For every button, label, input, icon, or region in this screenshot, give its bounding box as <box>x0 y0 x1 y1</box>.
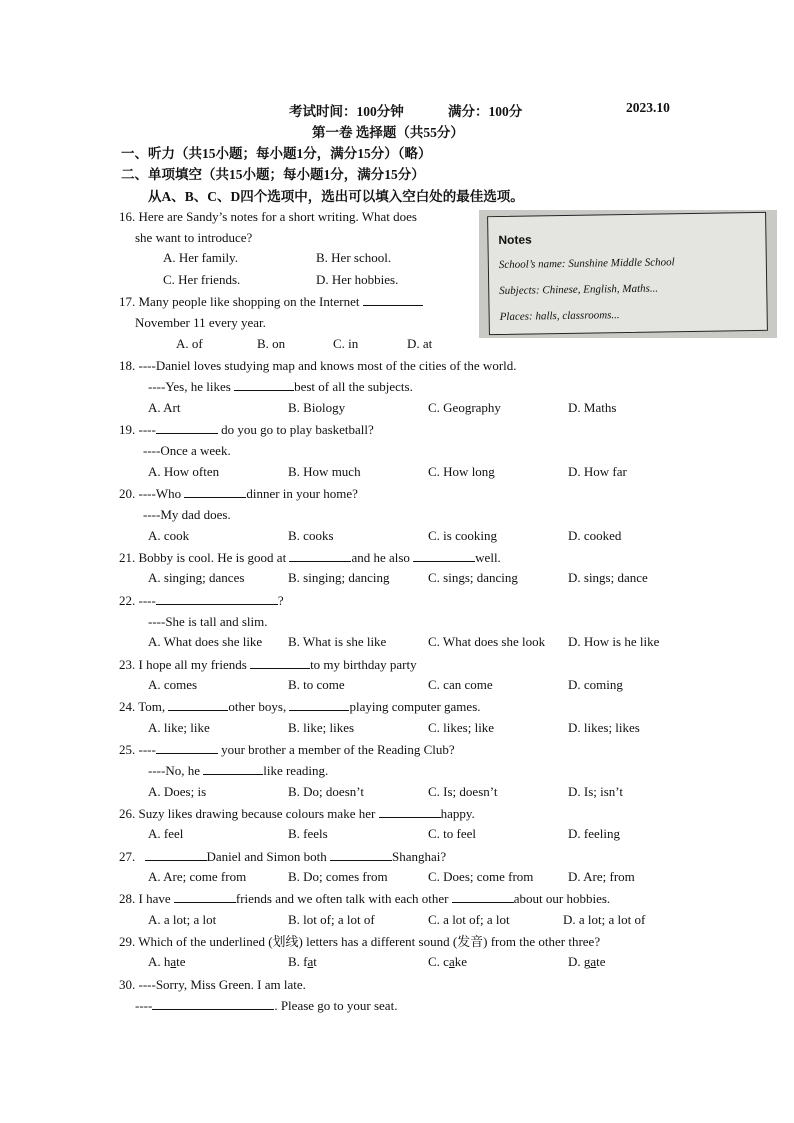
q16-option-a: A. Her family. <box>163 250 238 265</box>
q24-pre: 24. Tom, <box>119 699 166 714</box>
q25-reply-pre: ----No, he <box>148 763 200 778</box>
q25-option-c: C. Is; doesn’t <box>428 784 498 799</box>
q26-option-d: D. feeling <box>568 826 620 841</box>
q29-stem: 29. Which of the underlined (划线) letters has a different sound (发音) from the other three? <box>119 934 601 949</box>
q18-option-c: C. Geography <box>428 400 501 415</box>
q16-stem-cont: she want to introduce? <box>135 230 253 245</box>
q25-blank-1 <box>156 740 218 754</box>
q27-post: Shanghai? <box>392 849 447 864</box>
q28-mid: friends and we often talk with each other <box>235 891 449 906</box>
q21-pre: 21. Bobby is cool. He is good at <box>119 550 287 565</box>
q19-post: do you go to play basketball? <box>221 422 374 437</box>
notes-line-subjects: Subjects: Chinese, English, Maths... <box>499 282 659 298</box>
q20-pre: 20. ----Who <box>119 486 182 501</box>
q28-stem <box>119 888 610 909</box>
q20-option-c: C. is cooking <box>428 528 497 543</box>
q20-option-b: B. cooks <box>288 528 334 543</box>
q23-post: to my birthday party <box>310 657 417 672</box>
q29-option-a <box>148 954 186 970</box>
q17-stem <box>119 291 423 312</box>
q21-option-c: C. sings; dancing <box>428 570 518 585</box>
q29-a-underlined: a <box>170 954 177 969</box>
q24-post: playing computer games. <box>349 699 481 714</box>
q30-stem: 30. ----Sorry, Miss Green. I am late. <box>119 977 306 992</box>
q17-text: 17. Many people like shopping on the Internet <box>119 294 360 309</box>
q17-option-b: B. on <box>257 336 286 351</box>
q22-option-a: A. What does she like <box>148 634 263 649</box>
full-score: 满分：100分 <box>448 104 523 119</box>
q25-pre: 25. ---- <box>119 742 156 757</box>
q22-blank <box>156 591 278 605</box>
q20-stem <box>119 483 358 504</box>
q23-pre: 23. I hope all my friends <box>119 657 247 672</box>
q29-option-c <box>428 954 467 970</box>
q23-option-c: C. can come <box>428 677 493 692</box>
q24-mid: other boys, <box>228 699 287 714</box>
q19-pre: 19. ---- <box>119 422 156 437</box>
q24-option-a: A. like; like <box>148 720 210 735</box>
q29-c-pre: C. c <box>428 954 449 969</box>
q23-option-d: D. coming <box>568 677 623 692</box>
q17-option-c: C. in <box>333 336 359 351</box>
q24-blank-1 <box>168 697 228 711</box>
q29-b-post: t <box>313 954 317 969</box>
q21-post: well. <box>475 550 501 565</box>
q20-option-a: A. cook <box>148 528 190 543</box>
q25-option-d: D. Is; isn’t <box>568 784 624 799</box>
q16-stem: 16. Here are Sandy’s notes for a short writing. What does <box>119 209 417 224</box>
q25-option-b: B. Do; doesn’t <box>288 784 364 799</box>
q27-stem <box>119 846 446 867</box>
q23-option-b: B. to come <box>288 677 345 692</box>
notes-line-places: Places: halls, classrooms... <box>499 309 620 324</box>
q28-option-d: D. a lot; a lot of <box>563 912 646 927</box>
q26-option-b: B. feels <box>288 826 328 841</box>
q24-option-b: B. like; likes <box>288 720 355 735</box>
q29-option-b <box>288 954 317 970</box>
q27-blank-1 <box>145 847 207 861</box>
q29-b-pre: B. f <box>288 954 308 969</box>
q29-option-d <box>568 954 606 970</box>
q28-option-c: C. a lot of; a lot <box>428 912 510 927</box>
q18-reply-post: best of all the subjects. <box>294 379 413 394</box>
q19-stem <box>119 419 374 440</box>
notes-photo <box>487 212 768 335</box>
q19-option-b: B. How much <box>288 464 361 479</box>
q16-option-b: B. Her school. <box>316 250 392 265</box>
q18-stem: 18. ----Daniel loves studying map and knows most of the cities of the world. <box>119 358 517 373</box>
q28-option-b: B. lot of; a lot of <box>288 912 375 927</box>
q26-option-c: C. to feel <box>428 826 477 841</box>
q18-option-b: B. Biology <box>288 400 346 415</box>
q20-reply: ----My dad does. <box>143 507 231 522</box>
q26-option-a: A. feel <box>148 826 184 841</box>
q21-option-b: B. singing; dancing <box>288 570 390 585</box>
q16-option-c: C. Her friends. <box>163 272 241 287</box>
q16-option-d: D. Her hobbies. <box>316 272 399 287</box>
q22-pre: 22. ---- <box>119 593 156 608</box>
q23-blank <box>250 655 310 669</box>
section-listening: 一、听力（共15小题；每小题1分，满分15分）（略） <box>121 146 432 161</box>
q29-d-underlined: a <box>590 954 597 969</box>
q27-pre: 27. <box>119 849 136 864</box>
q24-stem <box>119 696 481 717</box>
q17-option-d: D. at <box>407 336 433 351</box>
q29-c-underlined: a <box>448 954 455 969</box>
q22-option-c: C. What does she look <box>428 634 546 649</box>
q21-option-d: D. sings; dance <box>568 570 648 585</box>
q29-a-pre: A. h <box>148 954 171 969</box>
q21-blank-1 <box>289 548 351 562</box>
q28-post: about our hobbies. <box>513 891 611 906</box>
q21-stem <box>119 547 501 568</box>
q23-option-a: A. comes <box>148 677 198 692</box>
q21-blank-2 <box>413 548 475 562</box>
q28-pre: 28. I have <box>119 891 171 906</box>
q30-reply-pre: ---- <box>135 998 153 1013</box>
q30-blank <box>152 996 274 1010</box>
q25-option-a: A. Does; is <box>148 784 207 799</box>
q18-blank <box>234 377 294 391</box>
q27-option-c: C. Does; come from <box>428 869 534 884</box>
q26-pre: 26. Suzy likes drawing because colours make her <box>119 806 376 821</box>
q24-option-d: D. likes; likes <box>568 720 640 735</box>
volume-title: 第一卷 选择题（共55分） <box>312 125 464 140</box>
q17-stem-cont: November 11 every year. <box>135 315 266 330</box>
q25-blank-2 <box>203 761 263 775</box>
q27-blank-2 <box>330 847 392 861</box>
q18-reply <box>148 376 413 397</box>
q29-d-pre: D. g <box>568 954 591 969</box>
notes-title: Notes <box>498 232 532 248</box>
q26-blank <box>379 804 441 818</box>
q28-blank-2 <box>452 889 514 903</box>
q27-mid: Daniel and Simon both <box>206 849 327 864</box>
q27-option-a: A. Are; come from <box>148 869 247 884</box>
q19-reply: ----Once a week. <box>143 443 231 458</box>
q18-reply-pre: ----Yes, he likes <box>148 379 231 394</box>
q24-blank-2 <box>289 697 349 711</box>
section-single-choice: 二、单项填空（共15小题；每小题1分，满分15分） <box>121 167 425 182</box>
q19-blank <box>156 420 218 434</box>
q18-option-a: A. Art <box>148 400 181 415</box>
q17-option-a: A. of <box>176 336 203 351</box>
q20-post: dinner in your home? <box>246 486 358 501</box>
q27-option-d: D. Are; from <box>568 869 635 884</box>
q30-reply-post: . Please go to your seat. <box>274 998 398 1013</box>
q21-mid: and he also <box>351 550 410 565</box>
q24-option-c: C. likes; like <box>428 720 495 735</box>
q20-blank <box>184 484 246 498</box>
q29-b-underlined: a <box>307 954 314 969</box>
q29-d-post: te <box>596 954 606 969</box>
q26-stem <box>119 803 475 824</box>
q18-option-d: D. Maths <box>568 400 617 415</box>
q22-post: ? <box>277 593 284 608</box>
exam-time: 考试时间：100分钟 <box>289 104 404 119</box>
q23-stem <box>119 654 417 675</box>
q19-option-d: D. How far <box>568 464 627 479</box>
q22-stem <box>119 590 284 611</box>
q17-blank <box>363 292 423 306</box>
notes-line-school: School’s name: Sunshine Middle School <box>498 256 675 272</box>
q25-stem <box>119 739 455 760</box>
q20-option-d: D. cooked <box>568 528 622 543</box>
q28-option-a: A. a lot; a lot <box>148 912 217 927</box>
q29-c-post: ke <box>454 954 468 969</box>
q28-blank-1 <box>174 889 236 903</box>
q22-option-d: D. How is he like <box>568 634 660 649</box>
q25-reply <box>148 760 328 781</box>
q26-post: happy. <box>440 806 475 821</box>
section-instruction: 从A、B、C、D四个选项中，选出可以填入空白处的最佳选项。 <box>148 189 524 204</box>
q22-option-b: B. What is she like <box>288 634 387 649</box>
q30-reply <box>135 995 397 1016</box>
q29-a-post: te <box>176 954 186 969</box>
q21-option-a: A. singing; dances <box>148 570 245 585</box>
q19-option-a: A. How often <box>148 464 220 479</box>
q25-post: your brother a member of the Reading Club? <box>221 742 455 757</box>
q25-reply-post: like reading. <box>263 763 329 778</box>
q19-option-c: C. How long <box>428 464 495 479</box>
exam-date: 2023.10 <box>626 100 670 115</box>
q27-option-b: B. Do; comes from <box>288 869 388 884</box>
q22-reply: ----She is tall and slim. <box>148 614 268 629</box>
